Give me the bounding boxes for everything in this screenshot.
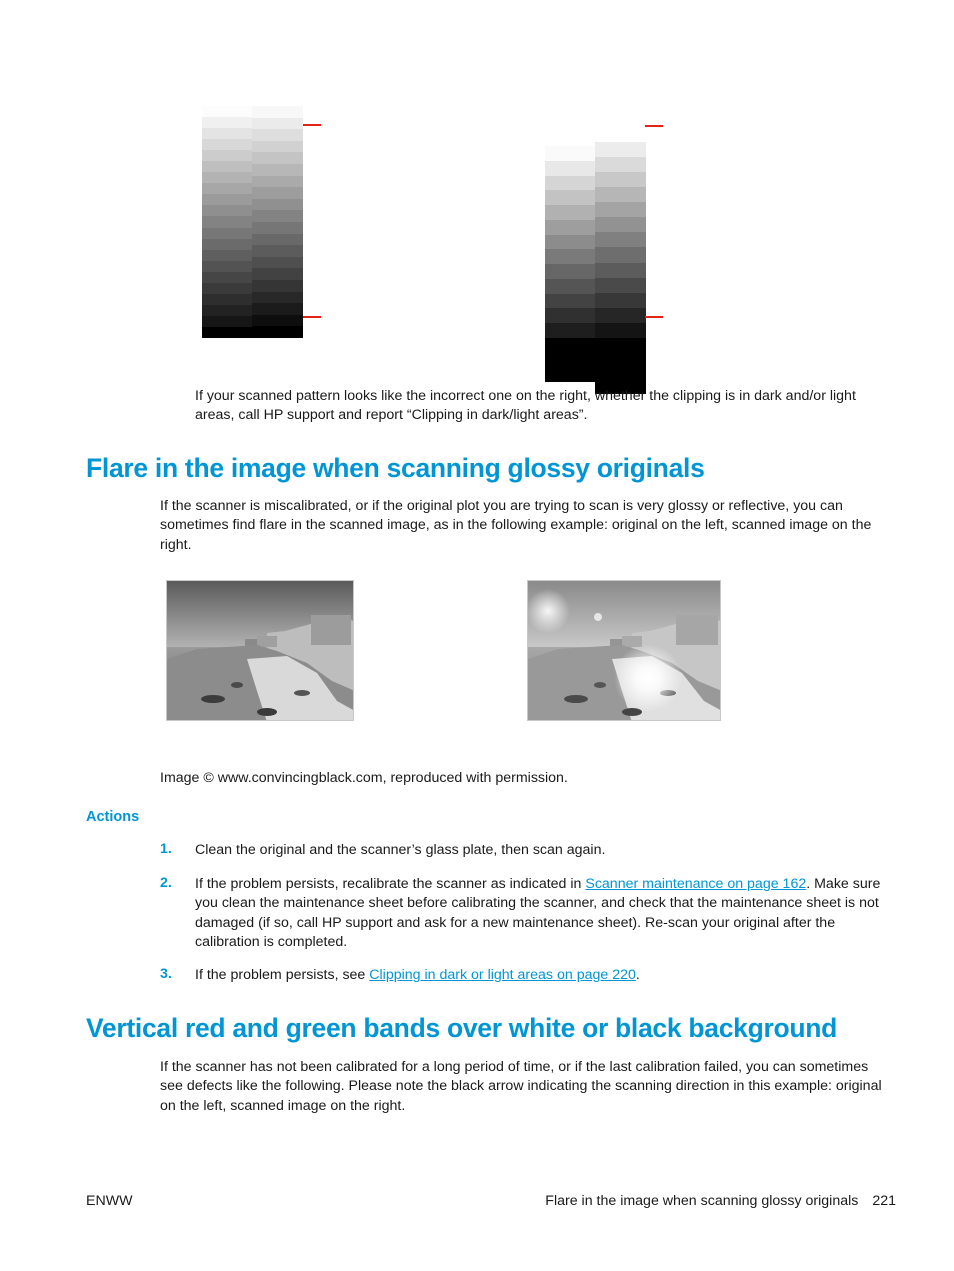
gray-step (595, 157, 646, 172)
original-photo (166, 580, 354, 721)
gray-step (545, 279, 595, 294)
footer-left: ENWW (86, 1193, 133, 1209)
gray-step (545, 308, 595, 323)
gray-step (252, 118, 303, 130)
flare-heading: Flare in the image when scanning glossy originals (86, 453, 705, 483)
gray-step (202, 261, 252, 272)
gray-step (202, 216, 252, 227)
gray-step (252, 257, 303, 269)
light-limit-marker (645, 125, 663, 127)
gray-step (202, 117, 252, 128)
gray-step (545, 249, 595, 264)
gray-step (595, 247, 646, 262)
action-text-after: . (635, 967, 640, 983)
gray-step (252, 268, 303, 280)
image-credit: Image © www.convincingblack.com, reproduced with permission. (160, 770, 568, 786)
footer-right (545, 1193, 896, 1209)
action-text (195, 966, 885, 985)
gray-step (595, 308, 646, 323)
actions-heading: Actions (86, 809, 140, 825)
gray-step (545, 235, 595, 250)
gray-step (595, 217, 646, 232)
flare-description: If the scanner is miscalibrated, or if the original plot you are trying to scan is very glossy or reflective, you can sometimes find flare in the scanned image, as in the following example: original on the left, scanned image on the right. (160, 498, 872, 553)
gray-step (252, 164, 303, 176)
gray-step (202, 194, 252, 205)
action-text (195, 875, 883, 952)
gray-step (202, 183, 252, 194)
gray-step (545, 146, 595, 161)
gray-step (595, 187, 646, 202)
gray-step (545, 323, 595, 338)
action-text: Clean the original and the scanner’s glass plate, then scan again. (195, 842, 606, 858)
gray-step (252, 141, 303, 153)
gray-step (252, 245, 303, 257)
action-text-before: If the problem persists, see (195, 967, 370, 983)
gray-step (202, 205, 252, 216)
gray-step (252, 152, 303, 164)
gray-step (595, 172, 646, 187)
gray-step (202, 305, 252, 316)
gray-step (252, 106, 303, 118)
gray-step (202, 128, 252, 139)
action-number: 2. (160, 875, 172, 891)
gray-step (202, 228, 252, 239)
gray-step (252, 210, 303, 222)
gray-step (252, 176, 303, 188)
gray-step (252, 303, 303, 315)
gray-step (252, 199, 303, 211)
gray-step (595, 263, 646, 278)
gray-step (202, 139, 252, 150)
gray-step (595, 338, 646, 394)
gray-step (545, 176, 595, 191)
gray-step (252, 326, 303, 338)
dark-limit-marker (303, 316, 321, 318)
action-number: 3. (160, 966, 172, 982)
gray-step (545, 161, 595, 176)
gray-step (545, 205, 595, 220)
gray-step (252, 222, 303, 234)
gray-step (202, 294, 252, 305)
gray-step (202, 272, 252, 283)
gray-step (595, 278, 646, 293)
action-number: 1. (160, 841, 172, 857)
gray-step (202, 172, 252, 183)
light-limit-marker (303, 124, 321, 126)
clipped-grayscale-pattern (545, 118, 665, 340)
gray-step (252, 280, 303, 292)
gray-step (252, 234, 303, 246)
gray-step (595, 323, 646, 338)
gray-step (202, 106, 252, 117)
correct-grayscale-pattern (202, 106, 322, 340)
gray-step (545, 220, 595, 235)
gray-step (202, 150, 252, 161)
scanner-maintenance-link[interactable]: Scanner maintenance on page 162 (585, 876, 807, 892)
gray-step (202, 327, 252, 338)
bands-description: If the scanner has not been calibrated for a long period of time, or if the last calibration failed, you can sometimes see defects like the following. Please note the black arrow indicating the scanning direction in this example: original on the left, scanned image on the right. (160, 1059, 882, 1114)
gray-step (595, 232, 646, 247)
gray-step (202, 161, 252, 172)
gray-step (202, 316, 252, 327)
page-number: 221 (872, 1193, 896, 1209)
gray-step (595, 202, 646, 217)
action-text-before: If the problem persists, recalibrate the scanner as indicated in (195, 876, 586, 892)
gray-step (202, 239, 252, 250)
gray-step (202, 250, 252, 261)
gray-step (545, 264, 595, 279)
gray-step (202, 283, 252, 294)
footer-section-title: Flare in the image when scanning glossy originals (545, 1193, 859, 1209)
gray-step (252, 292, 303, 304)
action-text-after: . Make sure you clean the maintenance sheet before calibrating the scanner, and check that the maintenance sheet is not damaged (if so, call HP support and ask for a new maintenance sheet). Re-scan your original after the calibration is completed. (195, 876, 881, 950)
gray-step (252, 129, 303, 141)
gray-step (545, 338, 595, 382)
gray-step (595, 142, 646, 157)
scanned-photo-with-flare (527, 580, 721, 721)
clipping-link[interactable]: Clipping in dark or light areas on page 220 (369, 967, 636, 983)
bands-heading: Vertical red and green bands over white or black background (86, 1013, 838, 1043)
clipping-instruction: If your scanned pattern looks like the incorrect one on the right, whether the clipping is in dark and/or light areas, call HP support and report “Clipping in dark/light areas”. (195, 388, 856, 424)
gray-step (545, 190, 595, 205)
gray-step (252, 315, 303, 327)
dark-limit-marker (645, 316, 663, 318)
gray-step (545, 294, 595, 309)
gray-step (595, 293, 646, 308)
gray-step (252, 187, 303, 199)
